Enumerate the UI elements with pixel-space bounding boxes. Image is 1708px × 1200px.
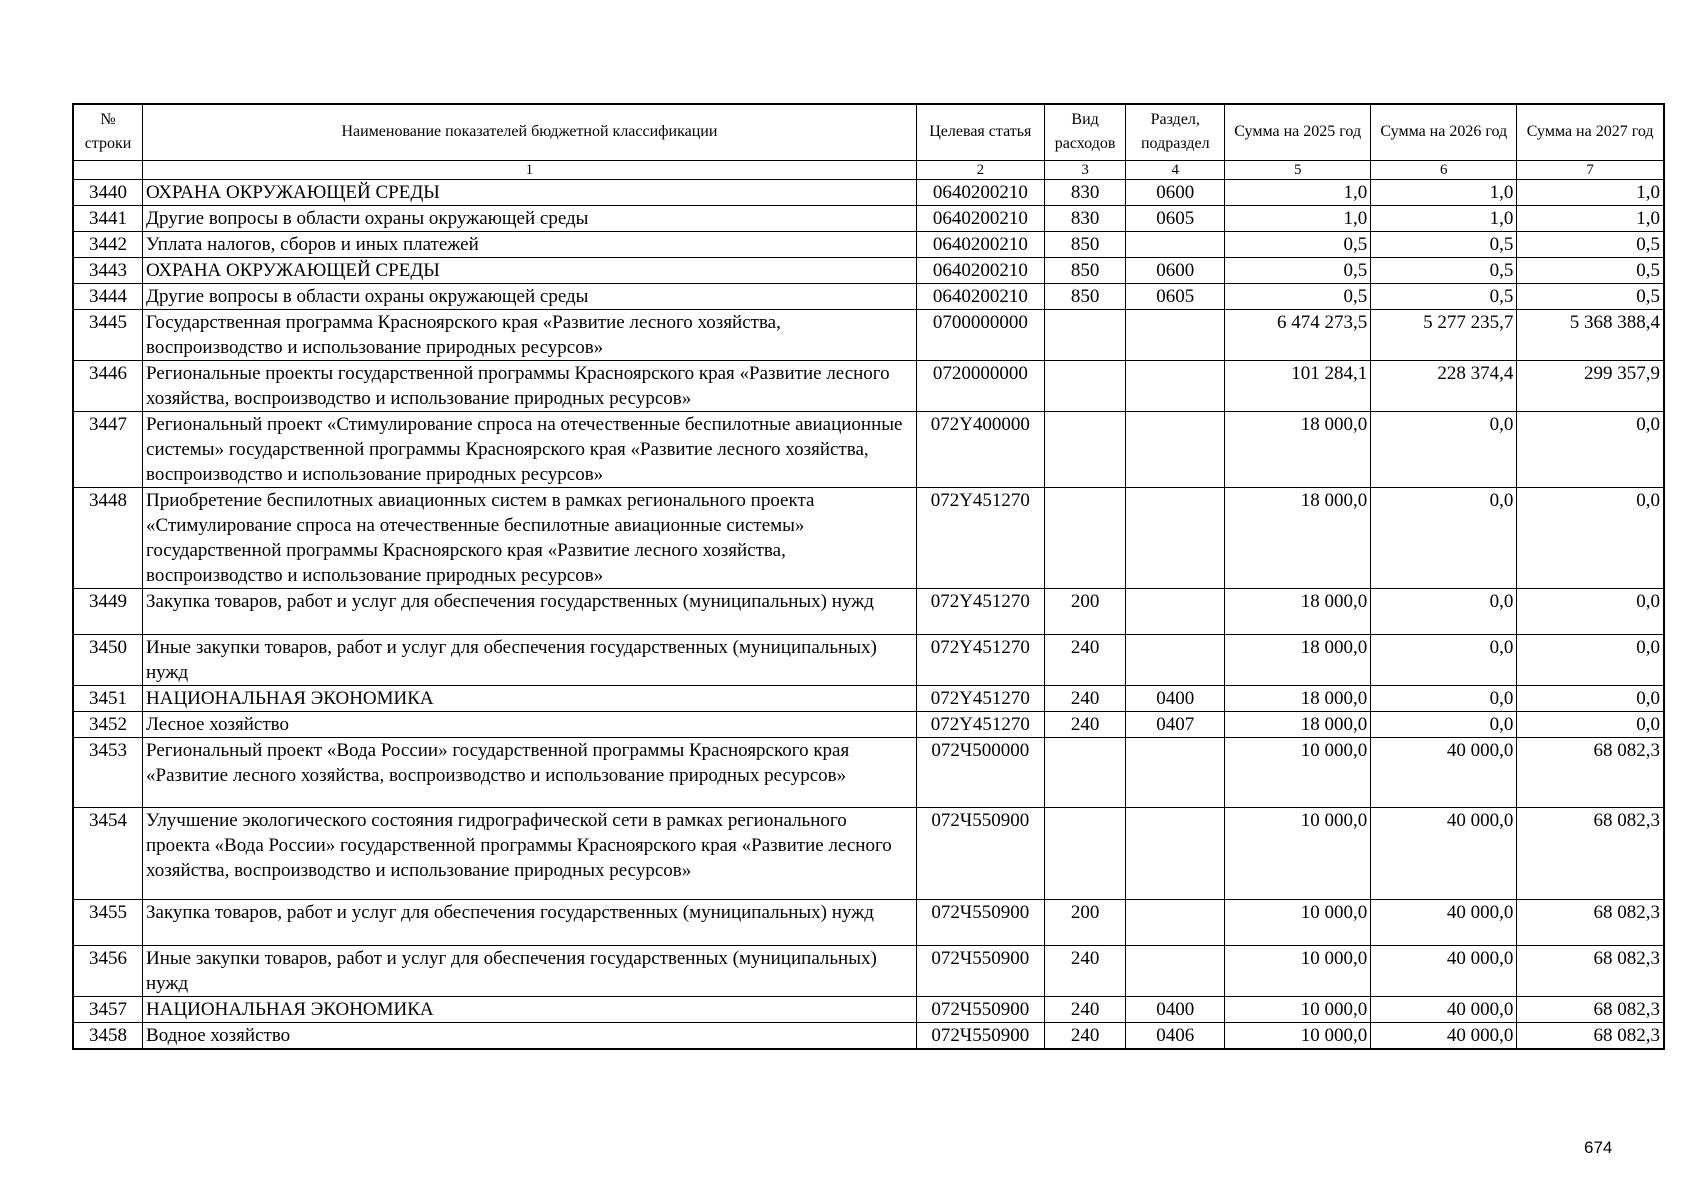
row-razdel: [1126, 899, 1225, 945]
row-sum-2027: 68 082,3: [1517, 899, 1664, 945]
table-row: [73, 807, 1664, 899]
row-sum-2027: 0,0: [1517, 711, 1664, 737]
row-vid: 200: [1044, 588, 1126, 634]
row-number: 3446: [73, 360, 143, 411]
row-name: ОХРАНА ОКРУЖАЮЩЕЙ СРЕДЫ: [143, 179, 917, 205]
row-sum-2027: 0,0: [1517, 685, 1664, 711]
row-sum-2026: 0,0: [1371, 634, 1517, 685]
row-target-code: 072Ч550900: [916, 1022, 1044, 1049]
row-sum-2026: 0,0: [1371, 411, 1517, 487]
header-sum-2026: Сумма на 2026 год: [1371, 104, 1517, 160]
row-razdel: [1126, 737, 1225, 807]
row-name: Приобретение беспилотных авиационных систем в рамках регионального проекта «Стимулирование спроса на отечественные беспилотные авиационные системы» государственной программы Красноярского края «Развитие лесного хозяйства, воспроизводство и использование природных ресурсов»: [143, 487, 917, 588]
row-sum-2026: 40 000,0: [1371, 899, 1517, 945]
row-target-code: 072Ч550900: [916, 807, 1044, 899]
row-razdel: 0605: [1126, 205, 1225, 231]
header-razdel: Раздел, подраздел: [1126, 104, 1225, 160]
column-number-row: [73, 160, 1664, 179]
row-sum-2026: 228 374,4: [1371, 360, 1517, 411]
row-sum-2027: 0,5: [1517, 257, 1664, 283]
row-name: Лесное хозяйство: [143, 711, 917, 737]
row-sum-2027: 0,0: [1517, 634, 1664, 685]
row-vid: [1044, 360, 1126, 411]
row-sum-2025: 18 000,0: [1225, 685, 1371, 711]
row-razdel: 0600: [1126, 257, 1225, 283]
row-name: Улучшение экологического состояния гидрографической сети в рамках регионального проекта «Вода России» государственной программы Красноярского края «Развитие лесного хозяйства, воспроизводство и использование природных ресурсов»: [143, 807, 917, 899]
table-row: [73, 588, 1664, 634]
row-sum-2025: 10 000,0: [1225, 807, 1371, 899]
row-vid: 200: [1044, 899, 1126, 945]
column-number: 4: [1126, 160, 1225, 179]
row-razdel: [1126, 360, 1225, 411]
budget-table-container: [72, 103, 1665, 1050]
row-name: Уплата налогов, сборов и иных платежей: [143, 231, 917, 257]
table-row: [73, 711, 1664, 737]
row-number: 3454: [73, 807, 143, 899]
row-sum-2026: 40 000,0: [1371, 807, 1517, 899]
table-row: [73, 996, 1664, 1022]
table-row: [73, 899, 1664, 945]
header-name: Наименование показателей бюджетной классификации: [143, 104, 917, 160]
row-number: 3458: [73, 1022, 143, 1049]
row-number: 3447: [73, 411, 143, 487]
header-sum-2025: Сумма на 2025 год: [1225, 104, 1371, 160]
row-sum-2026: 0,0: [1371, 487, 1517, 588]
row-vid: 240: [1044, 685, 1126, 711]
row-sum-2027: 68 082,3: [1517, 1022, 1664, 1049]
row-target-code: 072Y451270: [916, 634, 1044, 685]
row-number: 3453: [73, 737, 143, 807]
row-sum-2026: 0,0: [1371, 685, 1517, 711]
table-row: [73, 487, 1664, 588]
table-row: [73, 360, 1664, 411]
row-sum-2027: 68 082,3: [1517, 737, 1664, 807]
row-name: Другие вопросы в области охраны окружающей среды: [143, 205, 917, 231]
table-row: [73, 411, 1664, 487]
row-name: Закупка товаров, работ и услуг для обеспечения государственных (муниципальных) нужд: [143, 588, 917, 634]
row-sum-2025: 10 000,0: [1225, 737, 1371, 807]
row-number: 3455: [73, 899, 143, 945]
column-number: 2: [916, 160, 1044, 179]
row-razdel: 0400: [1126, 996, 1225, 1022]
row-name: НАЦИОНАЛЬНАЯ ЭКОНОМИКА: [143, 996, 917, 1022]
row-vid: 850: [1044, 231, 1126, 257]
header-row-no: № строки: [73, 104, 143, 160]
row-razdel: 0600: [1126, 179, 1225, 205]
row-target-code: 0640200210: [916, 257, 1044, 283]
row-sum-2025: 10 000,0: [1225, 1022, 1371, 1049]
row-sum-2026: 0,0: [1371, 588, 1517, 634]
row-number: 3444: [73, 283, 143, 309]
row-razdel: [1126, 411, 1225, 487]
row-target-code: 0720000000: [916, 360, 1044, 411]
row-name: Региональный проект «Вода России» государственной программы Красноярского края «Развитие лесного хозяйства, воспроизводство и использование природных ресурсов»: [143, 737, 917, 807]
row-sum-2025: 1,0: [1225, 205, 1371, 231]
row-target-code: 072Y451270: [916, 588, 1044, 634]
row-vid: 850: [1044, 257, 1126, 283]
row-vid: [1044, 309, 1126, 360]
row-sum-2027: 1,0: [1517, 179, 1664, 205]
row-vid: [1044, 737, 1126, 807]
row-razdel: [1126, 807, 1225, 899]
row-vid: 830: [1044, 179, 1126, 205]
table-row: [73, 283, 1664, 309]
row-number: 3449: [73, 588, 143, 634]
row-sum-2026: 0,5: [1371, 231, 1517, 257]
row-sum-2026: 1,0: [1371, 205, 1517, 231]
row-sum-2025: 10 000,0: [1225, 899, 1371, 945]
row-number: 3457: [73, 996, 143, 1022]
row-sum-2026: 0,5: [1371, 257, 1517, 283]
row-sum-2027: 68 082,3: [1517, 996, 1664, 1022]
row-sum-2026: 40 000,0: [1371, 945, 1517, 996]
row-sum-2027: 1,0: [1517, 205, 1664, 231]
row-sum-2025: 1,0: [1225, 179, 1371, 205]
row-razdel: [1126, 634, 1225, 685]
row-vid: 830: [1044, 205, 1126, 231]
column-number: 6: [1371, 160, 1517, 179]
row-sum-2026: 0,5: [1371, 283, 1517, 309]
row-number: 3456: [73, 945, 143, 996]
row-name: Государственная программа Красноярского края «Развитие лесного хозяйства, воспроизводство и использование природных ресурсов»: [143, 309, 917, 360]
row-name: ОХРАНА ОКРУЖАЮЩЕЙ СРЕДЫ: [143, 257, 917, 283]
row-target-code: 072Y451270: [916, 685, 1044, 711]
table-row: [73, 685, 1664, 711]
row-sum-2026: 40 000,0: [1371, 996, 1517, 1022]
row-sum-2025: 0,5: [1225, 283, 1371, 309]
table-row: [73, 945, 1664, 996]
row-razdel: [1126, 231, 1225, 257]
row-sum-2026: 1,0: [1371, 179, 1517, 205]
row-sum-2026: 5 277 235,7: [1371, 309, 1517, 360]
row-name: Водное хозяйство: [143, 1022, 917, 1049]
row-sum-2025: 0,5: [1225, 257, 1371, 283]
header-vid: Вид расходов: [1044, 104, 1126, 160]
table-row: [73, 205, 1664, 231]
row-sum-2025: 10 000,0: [1225, 996, 1371, 1022]
row-name: Иные закупки товаров, работ и услуг для обеспечения государственных (муниципальных) нужд: [143, 634, 917, 685]
table-row: [73, 179, 1664, 205]
row-number: 3443: [73, 257, 143, 283]
column-number: 7: [1517, 160, 1664, 179]
row-sum-2025: 6 474 273,5: [1225, 309, 1371, 360]
row-vid: 240: [1044, 1022, 1126, 1049]
table-row: [73, 231, 1664, 257]
row-razdel: 0400: [1126, 685, 1225, 711]
row-sum-2027: 0,0: [1517, 588, 1664, 634]
row-name: Региональный проект «Стимулирование спроса на отечественные беспилотные авиационные системы» государственной программы Красноярского края «Развитие лесного хозяйства, воспроизводство и использование природных ресурсов»: [143, 411, 917, 487]
row-name: НАЦИОНАЛЬНАЯ ЭКОНОМИКА: [143, 685, 917, 711]
table-row: [73, 1022, 1664, 1049]
row-number: 3451: [73, 685, 143, 711]
row-vid: [1044, 807, 1126, 899]
row-sum-2026: 0,0: [1371, 711, 1517, 737]
row-vid: 240: [1044, 945, 1126, 996]
row-number: 3448: [73, 487, 143, 588]
header-target: Целевая статья: [916, 104, 1044, 160]
page-number: 674: [1584, 1138, 1613, 1157]
row-sum-2025: 18 000,0: [1225, 634, 1371, 685]
row-target-code: 072Y451270: [916, 487, 1044, 588]
row-sum-2027: 5 368 388,4: [1517, 309, 1664, 360]
header-sum-2027: Сумма на 2027 год: [1517, 104, 1664, 160]
row-target-code: 072Ч500000: [916, 737, 1044, 807]
table-row: [73, 634, 1664, 685]
row-sum-2027: 0,5: [1517, 231, 1664, 257]
row-vid: 240: [1044, 996, 1126, 1022]
row-sum-2025: 18 000,0: [1225, 588, 1371, 634]
row-razdel: [1126, 588, 1225, 634]
column-number: 3: [1044, 160, 1126, 179]
row-number: 3442: [73, 231, 143, 257]
row-target-code: 0640200210: [916, 283, 1044, 309]
row-sum-2026: 40 000,0: [1371, 737, 1517, 807]
column-number-empty: [73, 160, 143, 179]
header-row: [73, 104, 1664, 160]
table-body: [73, 179, 1664, 1049]
row-sum-2027: 0,0: [1517, 487, 1664, 588]
row-sum-2027: 68 082,3: [1517, 807, 1664, 899]
row-sum-2025: 101 284,1: [1225, 360, 1371, 411]
row-target-code: 0700000000: [916, 309, 1044, 360]
row-name: Закупка товаров, работ и услуг для обеспечения государственных (муниципальных) нужд: [143, 899, 917, 945]
row-vid: 850: [1044, 283, 1126, 309]
row-name: Иные закупки товаров, работ и услуг для обеспечения государственных (муниципальных) нужд: [143, 945, 917, 996]
row-number: 3450: [73, 634, 143, 685]
row-number: 3452: [73, 711, 143, 737]
row-number: 3445: [73, 309, 143, 360]
row-sum-2027: 299 357,9: [1517, 360, 1664, 411]
row-vid: [1044, 487, 1126, 588]
row-target-code: 072Ч550900: [916, 899, 1044, 945]
row-name: Региональные проекты государственной программы Красноярского края «Развитие лесного хозяйства, воспроизводство и использование природных ресурсов»: [143, 360, 917, 411]
row-sum-2025: 18 000,0: [1225, 487, 1371, 588]
table-row: [73, 737, 1664, 807]
row-target-code: 072Ч550900: [916, 996, 1044, 1022]
row-sum-2025: 0,5: [1225, 231, 1371, 257]
row-vid: 240: [1044, 711, 1126, 737]
row-target-code: 072Y400000: [916, 411, 1044, 487]
row-number: 3441: [73, 205, 143, 231]
table-row: [73, 309, 1664, 360]
row-sum-2025: 18 000,0: [1225, 711, 1371, 737]
row-sum-2027: 68 082,3: [1517, 945, 1664, 996]
row-sum-2027: 0,0: [1517, 411, 1664, 487]
row-sum-2027: 0,5: [1517, 283, 1664, 309]
row-sum-2025: 18 000,0: [1225, 411, 1371, 487]
row-target-code: 0640200210: [916, 179, 1044, 205]
row-vid: [1044, 411, 1126, 487]
row-razdel: [1126, 487, 1225, 588]
row-number: 3440: [73, 179, 143, 205]
column-number: 1: [143, 160, 917, 179]
row-razdel: 0406: [1126, 1022, 1225, 1049]
row-target-code: 0640200210: [916, 205, 1044, 231]
row-target-code: 072Ч550900: [916, 945, 1044, 996]
row-razdel: 0407: [1126, 711, 1225, 737]
row-razdel: 0605: [1126, 283, 1225, 309]
row-name: Другие вопросы в области охраны окружающей среды: [143, 283, 917, 309]
row-razdel: [1126, 945, 1225, 996]
column-number: 5: [1225, 160, 1371, 179]
row-sum-2026: 40 000,0: [1371, 1022, 1517, 1049]
row-sum-2025: 10 000,0: [1225, 945, 1371, 996]
budget-table: [72, 103, 1665, 1050]
row-vid: 240: [1044, 634, 1126, 685]
row-razdel: [1126, 309, 1225, 360]
row-target-code: 0640200210: [916, 231, 1044, 257]
row-target-code: 072Y451270: [916, 711, 1044, 737]
table-row: [73, 257, 1664, 283]
